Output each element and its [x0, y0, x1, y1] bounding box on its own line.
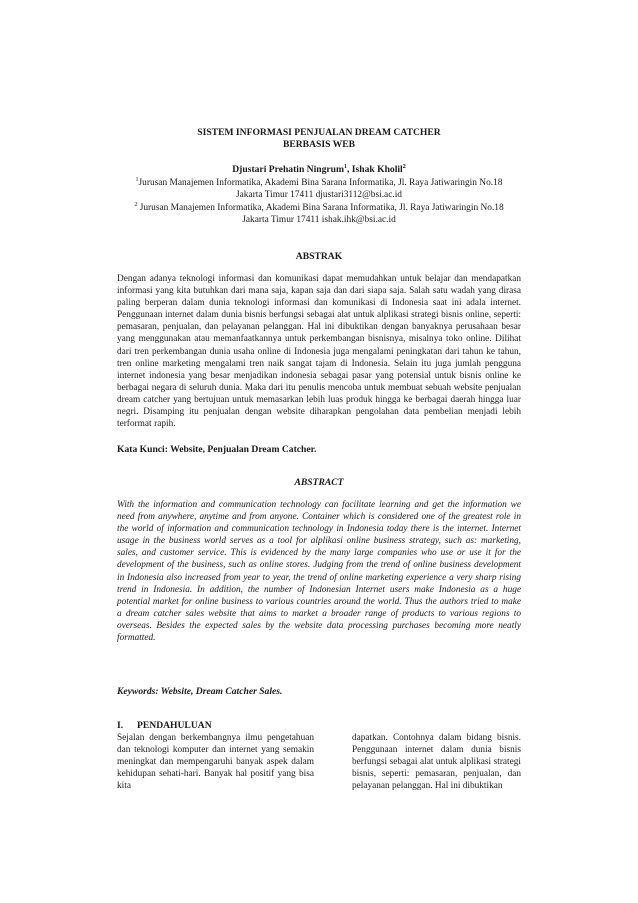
affiliation-1-line-1: Jurusan Manajemen Informatika, Akademi Bina Sarana Informatika, Jl. Raya Jatiwaringin No.18 [138, 178, 503, 188]
affiliation-2-line-1: Jurusan Manajemen Informatika, Akademi Bina Sarana Informatika, Jl. Raya Jatiwaringin No.18 [137, 203, 504, 213]
author-2: , Ishak Kholil [347, 164, 403, 175]
affiliation-2-line-2: Jakarta Timur 17411 ishak.ihk@bsi.ac.id [242, 215, 396, 225]
author-1-sup: 1 [344, 163, 347, 170]
right-column-text: dapatkan. Contohnya dalam bidang bisnis. Penggunaan internet dalam dunia bisnis berfungsi sebagai alat untuk alplikasi strategi bisnis, seperti: pemasaran, penjualan, dan pelayanan pelanggan. Hal ini dibuktikan [352, 733, 521, 792]
abstract-paragraph: With the information and communication technology can facilitate learning and get the information we need from anywhere, anytime and from anyone. Container which is considered one of the greatest role in the world of information and communication technology in Indonesia today there is the internet. Internet usage in the business world serves as a tool for alplikasi online business strategy, such as: marketing, sales, and customer service. This is evidenced by the many large companies who use or use it for the development of the business, such as online stores. Judging from the trend of online business development in Indonesia also increased from year to year, the trend of online marketing experience a very sharp rising trend in Indonesia. In addition, the number of Indonesian Internet users make Indonesia as a huge potential market for online business to various countries around the world. Thus the authors tried to make a dream catcher sales website that aims to market a broader range of products to various regions to overseas. Besides the expected sales by the website data processing purchases becoming more neatly formatted. [117, 500, 521, 644]
affiliation-2-sup: 2 [134, 201, 138, 208]
kata-kunci: Kata Kunci: Website, Penjualan Dream Catcher. [117, 444, 317, 455]
title-line-2: BERBASIS WEB [282, 139, 356, 150]
affiliation-1-sup: 1 [135, 176, 139, 183]
abstrak-heading: ABSTRAK [295, 251, 343, 262]
abstract-heading: ABSTRACT [294, 477, 344, 488]
affiliation-1-line-2: Jakarta Timur 17411 djustari3112@bsi.ac.id [236, 190, 402, 200]
keywords: Keywords: Website, Dream Catcher Sales. [117, 686, 283, 697]
left-column-text: Sejalan dengan berkembangnya ilmu pengetahuan dan teknologi komputer dan internet yang semakin meningkat dan mempengaruhi banyak aspek dalam kehidupan sehati-hari. Banyak hal positif yang bisa kita [117, 733, 314, 792]
section-number: I. [117, 720, 124, 731]
affiliation-2 [113, 202, 525, 226]
section-title: PENDAHULUAN [137, 720, 212, 731]
author-line [117, 164, 521, 176]
affiliation-1 [113, 177, 525, 201]
author-2-sup: 2 [402, 163, 406, 170]
paper-title [117, 127, 521, 151]
author-1: Djustari Prehatin Ningrum [232, 164, 344, 175]
abstrak-paragraph: Dengan adanya teknologi informasi dan komunikasi dapat memudahkan untuk belajar dan mendapatkan informasi yang kita butuhkan dari mana saja, kapan saja dan dari siapa saja. Salah satu wadah yang dirasa paling berperan dalam dunia teknologi informasi dan komunikasi di Indonesia saat ini adala internet. Penggunaan internet dalam dunia bisnis berfungsi sebagai alat untuk alplikasi strategi bisnis online, seperti: pemasaran, penjualan, dan pelayanan pelanggan. Hal ini dibuktikan dengan banyaknya perusahaan besar yang menggunakan atau memanfaatkannya untuk perkembangan bisnisnya, misalnya toko online. Dilihat dari tren perkembangan dunia usaha online di Indonesia juga mengalami peningkatan dari tahun ke tahun, tren online marketing mengalami tren naik sangat tajam di Indonesia. Selain itu juga jumlah pengguna internet indonesia yang besar menjadikan indonesia sebagai pasar yang potensial untuk bisnis online ke berbagai negara di seluruh dunia. Maka dari itu penulis mencoba untuk membuat sebuah website penjualan dream catcher yang bertujuan untuk memasarkan lebih luas produk hingga ke berbagai daerah hingga luar negri. Disamping itu penjualan dengan website diharapkan pengolahan data pembelian menjadi lebih terformat rapih. [117, 274, 521, 430]
title-line-1: SISTEM INFORMASI PENJUALAN DREAM CATCHER [197, 127, 441, 138]
section-heading [117, 720, 212, 732]
